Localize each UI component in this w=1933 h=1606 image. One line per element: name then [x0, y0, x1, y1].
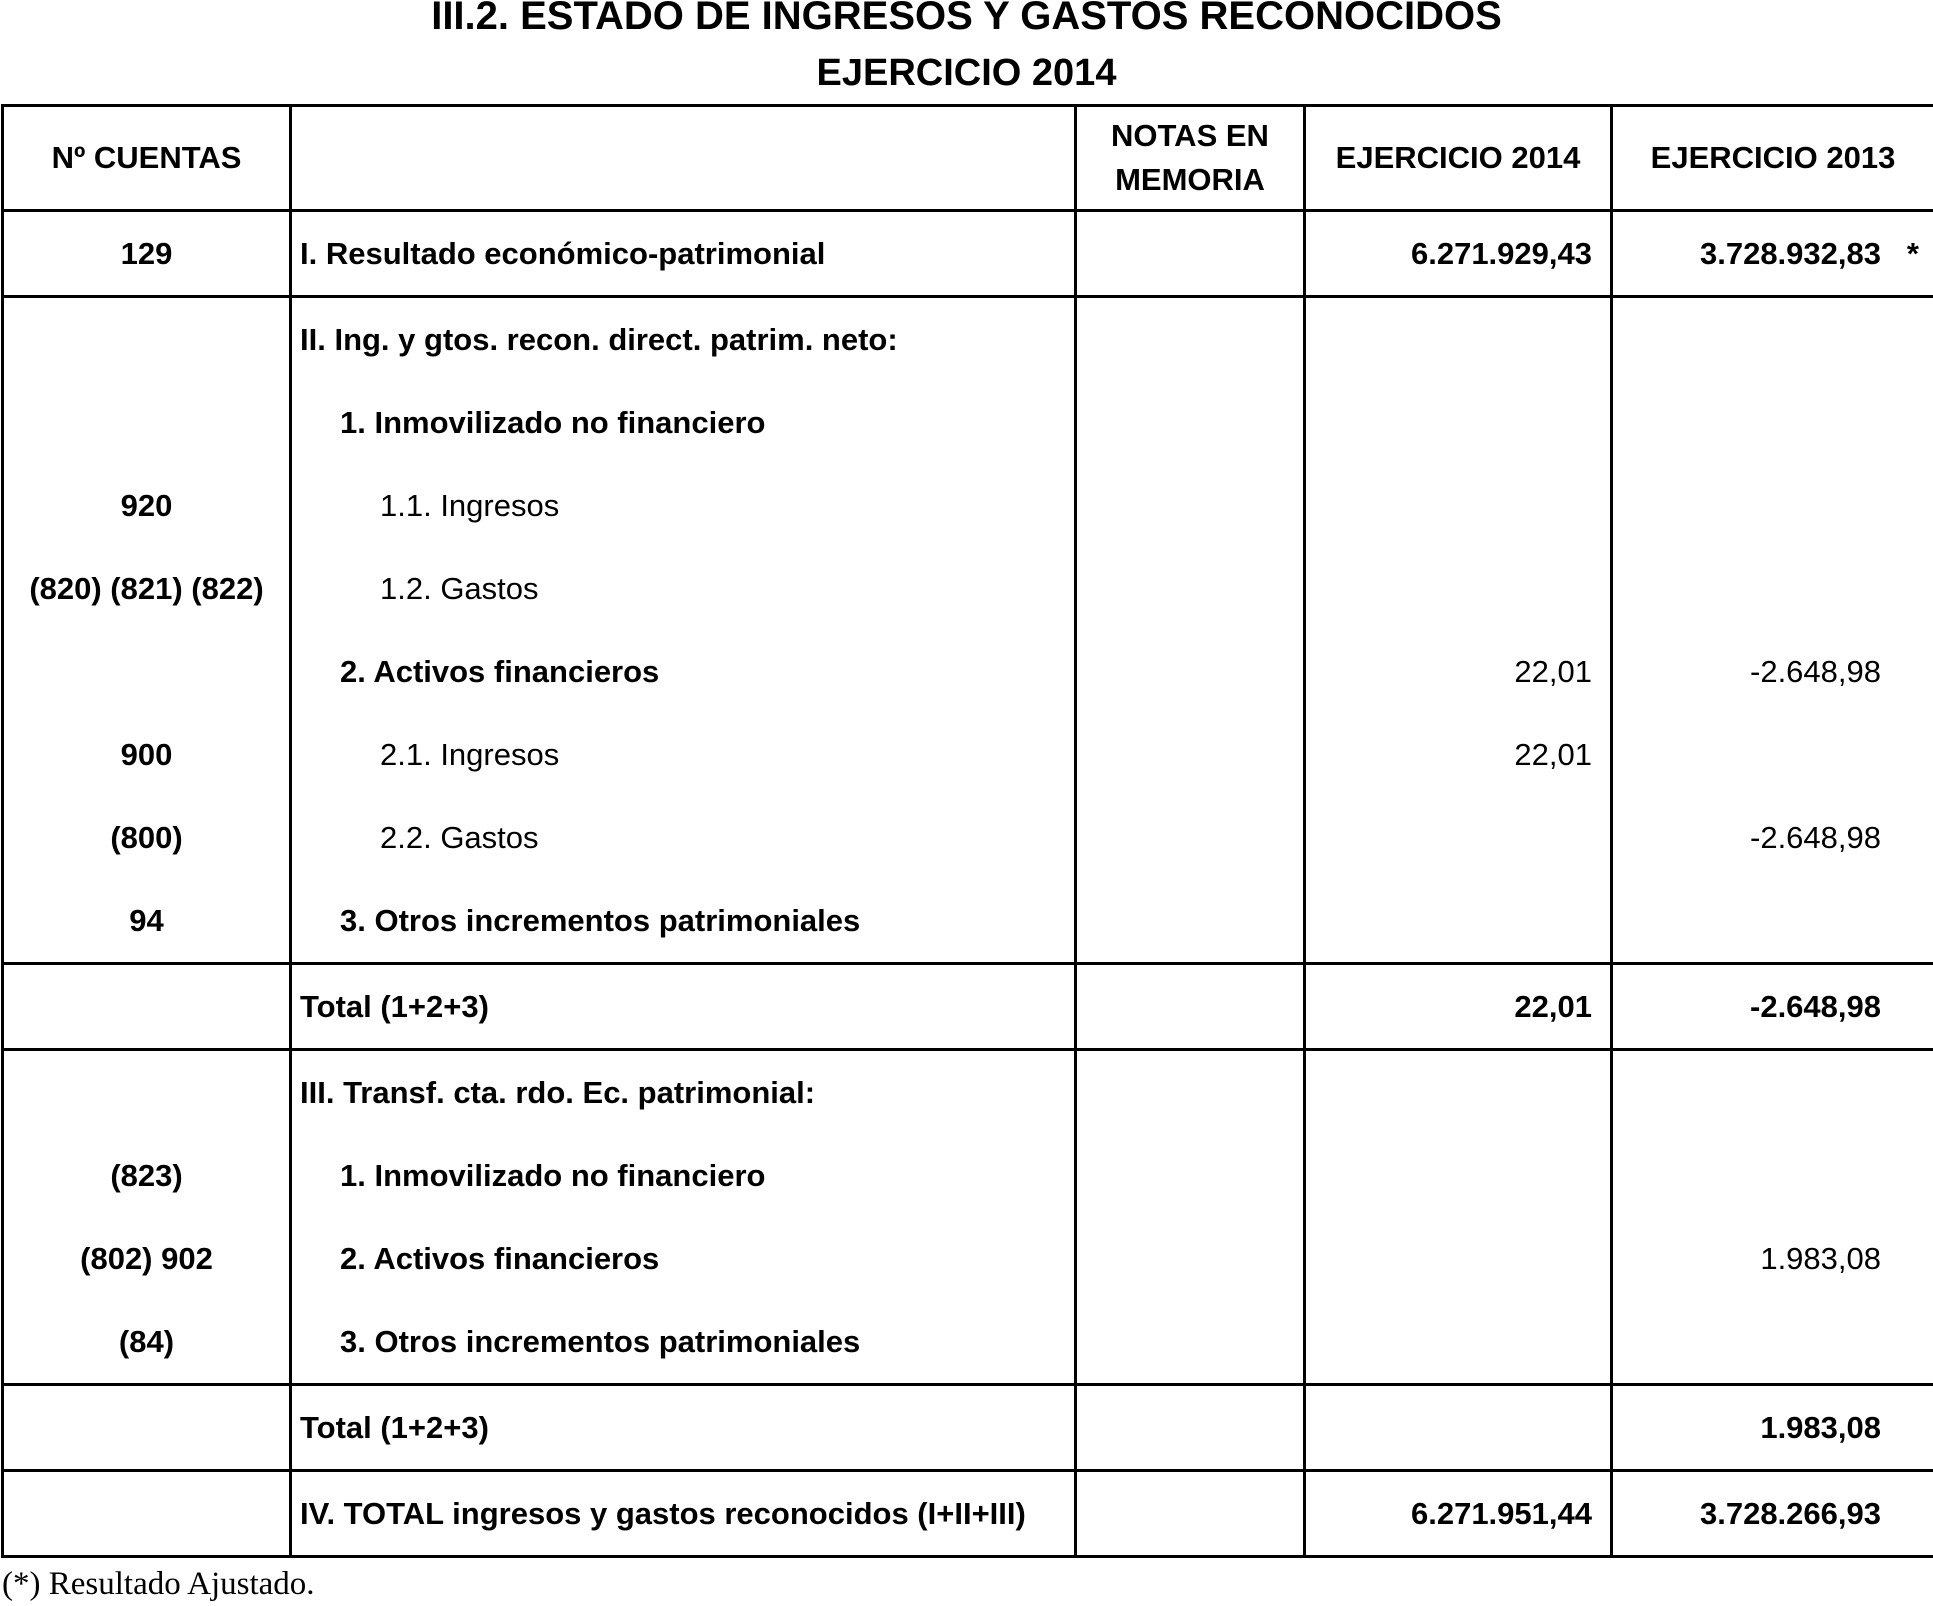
page-title: III.2. ESTADO DE INGRESOS Y GASTOS RECONOCIDOS: [431, 0, 1502, 38]
table-row: [3, 796, 1933, 879]
table-row: [3, 297, 1933, 382]
ej2014-cell: 22,01: [1305, 630, 1612, 713]
ej2013-cell: 1.983,08: [1612, 1385, 1933, 1471]
notas-cell: [1076, 381, 1305, 464]
ej2014-cell: [1305, 547, 1612, 630]
cuenta-cell: (820) (821) (822): [3, 547, 291, 630]
footnote: (*) Resultado Ajustado.: [2, 1566, 315, 1602]
notas-cell: [1076, 464, 1305, 547]
cuenta-cell: 129: [3, 211, 291, 297]
concepto-cell: 2.1. Ingresos: [291, 713, 1076, 796]
notas-cell: [1076, 964, 1305, 1050]
ej2014-cell: 6.271.951,44: [1305, 1471, 1612, 1557]
page-subtitle: EJERCICIO 2014: [816, 52, 1117, 94]
notas-cell: [1076, 211, 1305, 297]
concepto-cell: III. Transf. cta. rdo. Ec. patrimonial:: [291, 1050, 1076, 1135]
cuenta-cell: (802) 902: [3, 1217, 291, 1300]
header-ejercicio-2013: EJERCICIO 2013: [1612, 106, 1933, 211]
concepto-cell: IV. TOTAL ingresos y gastos reconocidos (I+II+III): [291, 1471, 1076, 1557]
table-row: [3, 1134, 1933, 1217]
ej2014-cell: [1305, 1050, 1612, 1135]
ej2013-cell: [1612, 879, 1933, 964]
notas-cell: [1076, 297, 1305, 382]
ej2013-cell: [1612, 1050, 1933, 1135]
notas-cell: [1076, 1217, 1305, 1300]
concepto-cell: 1.2. Gastos: [291, 547, 1076, 630]
table-row: [3, 1385, 1933, 1471]
header-concepto: [291, 106, 1076, 211]
table-row: [3, 381, 1933, 464]
concepto-cell: II. Ing. y gtos. recon. direct. patrim. neto:: [291, 297, 1076, 382]
ej2014-cell: 6.271.929,43: [1305, 211, 1612, 297]
cuenta-cell: (823): [3, 1134, 291, 1217]
ej2013-cell: -2.648,98: [1612, 796, 1933, 879]
concepto-cell: 2. Activos financieros: [291, 630, 1076, 713]
ej2014-cell: [1305, 1385, 1612, 1471]
table-row: [3, 879, 1933, 964]
concepto-cell: 2.2. Gastos: [291, 796, 1076, 879]
ej2013-cell: -2.648,98: [1612, 630, 1933, 713]
table-header-row: [3, 106, 1933, 211]
notas-cell: [1076, 879, 1305, 964]
notas-cell: [1076, 1134, 1305, 1217]
ej2014-cell: [1305, 297, 1612, 382]
ej2013-cell: [1612, 547, 1933, 630]
cuenta-cell: 900: [3, 713, 291, 796]
ej2013-cell: [1612, 464, 1933, 547]
cuenta-cell: [3, 1385, 291, 1471]
notas-cell: [1076, 1050, 1305, 1135]
cuenta-cell: [3, 381, 291, 464]
ej2013-value: 3.728.932,83: [1699, 235, 1881, 271]
table-row: [3, 1471, 1933, 1557]
table-row: [3, 1300, 1933, 1385]
notas-cell: [1076, 1471, 1305, 1557]
concepto-cell: Total (1+2+3): [291, 1385, 1076, 1471]
table-row: [3, 713, 1933, 796]
notas-cell: [1076, 630, 1305, 713]
notas-cell: [1076, 796, 1305, 879]
cuenta-cell: [3, 964, 291, 1050]
ej2014-cell: 22,01: [1305, 713, 1612, 796]
ej2013-cell: [1612, 1134, 1933, 1217]
header-notas-line2: MEMORIA: [1115, 162, 1265, 197]
ej2013-cell: 1.983,08: [1612, 1217, 1933, 1300]
notas-cell: [1076, 713, 1305, 796]
notas-cell: [1076, 1300, 1305, 1385]
concepto-cell: I. Resultado económico-patrimonial: [291, 211, 1076, 297]
concepto-cell: Total (1+2+3): [291, 964, 1076, 1050]
ej2014-cell: [1305, 1134, 1612, 1217]
table-row: [3, 464, 1933, 547]
concepto-cell: 1.1. Ingresos: [291, 464, 1076, 547]
ej2014-cell: [1305, 464, 1612, 547]
header-cuentas: Nº CUENTAS: [3, 106, 291, 211]
statement-table: [1, 104, 1933, 1558]
ej2013-cell: [1612, 381, 1933, 464]
concepto-cell: 1. Inmovilizado no financiero: [291, 381, 1076, 464]
ej2013-cell: [1612, 211, 1933, 297]
table-row: [3, 964, 1933, 1050]
cuenta-cell: (84): [3, 1300, 291, 1385]
concepto-cell: 3. Otros incrementos patrimoniales: [291, 879, 1076, 964]
header-notas: [1076, 106, 1305, 211]
concepto-cell: 1. Inmovilizado no financiero: [291, 1134, 1076, 1217]
ej2014-cell: 22,01: [1305, 964, 1612, 1050]
notas-cell: [1076, 1385, 1305, 1471]
ej2013-cell: -2.648,98: [1612, 964, 1933, 1050]
ej2013-cell: [1612, 713, 1933, 796]
ej2014-cell: [1305, 796, 1612, 879]
header-notas-line1: NOTAS EN: [1111, 118, 1269, 153]
concepto-cell: 2. Activos financieros: [291, 1217, 1076, 1300]
cuenta-cell: 920: [3, 464, 291, 547]
table-row: [3, 1050, 1933, 1135]
cuenta-cell: 94: [3, 879, 291, 964]
ej2014-cell: [1305, 879, 1612, 964]
table-row: [3, 547, 1933, 630]
concepto-cell: 3. Otros incrementos patrimoniales: [291, 1300, 1076, 1385]
cuenta-cell: [3, 1050, 291, 1135]
notas-cell: [1076, 547, 1305, 630]
cuenta-cell: [3, 630, 291, 713]
ej2014-cell: [1305, 381, 1612, 464]
cuenta-cell: (800): [3, 796, 291, 879]
header-ejercicio-2014: EJERCICIO 2014: [1305, 106, 1612, 211]
adjusted-mark: *: [1906, 235, 1919, 271]
ej2013-cell: [1612, 1300, 1933, 1385]
ej2014-cell: [1305, 1300, 1612, 1385]
table-row: [3, 1217, 1933, 1300]
ej2013-cell: [1612, 297, 1933, 382]
ej2014-cell: [1305, 1217, 1612, 1300]
cuenta-cell: [3, 297, 291, 382]
cuenta-cell: [3, 1471, 291, 1557]
table-row: [3, 211, 1933, 297]
table-row: [3, 630, 1933, 713]
ej2013-cell: 3.728.266,93: [1612, 1471, 1933, 1557]
